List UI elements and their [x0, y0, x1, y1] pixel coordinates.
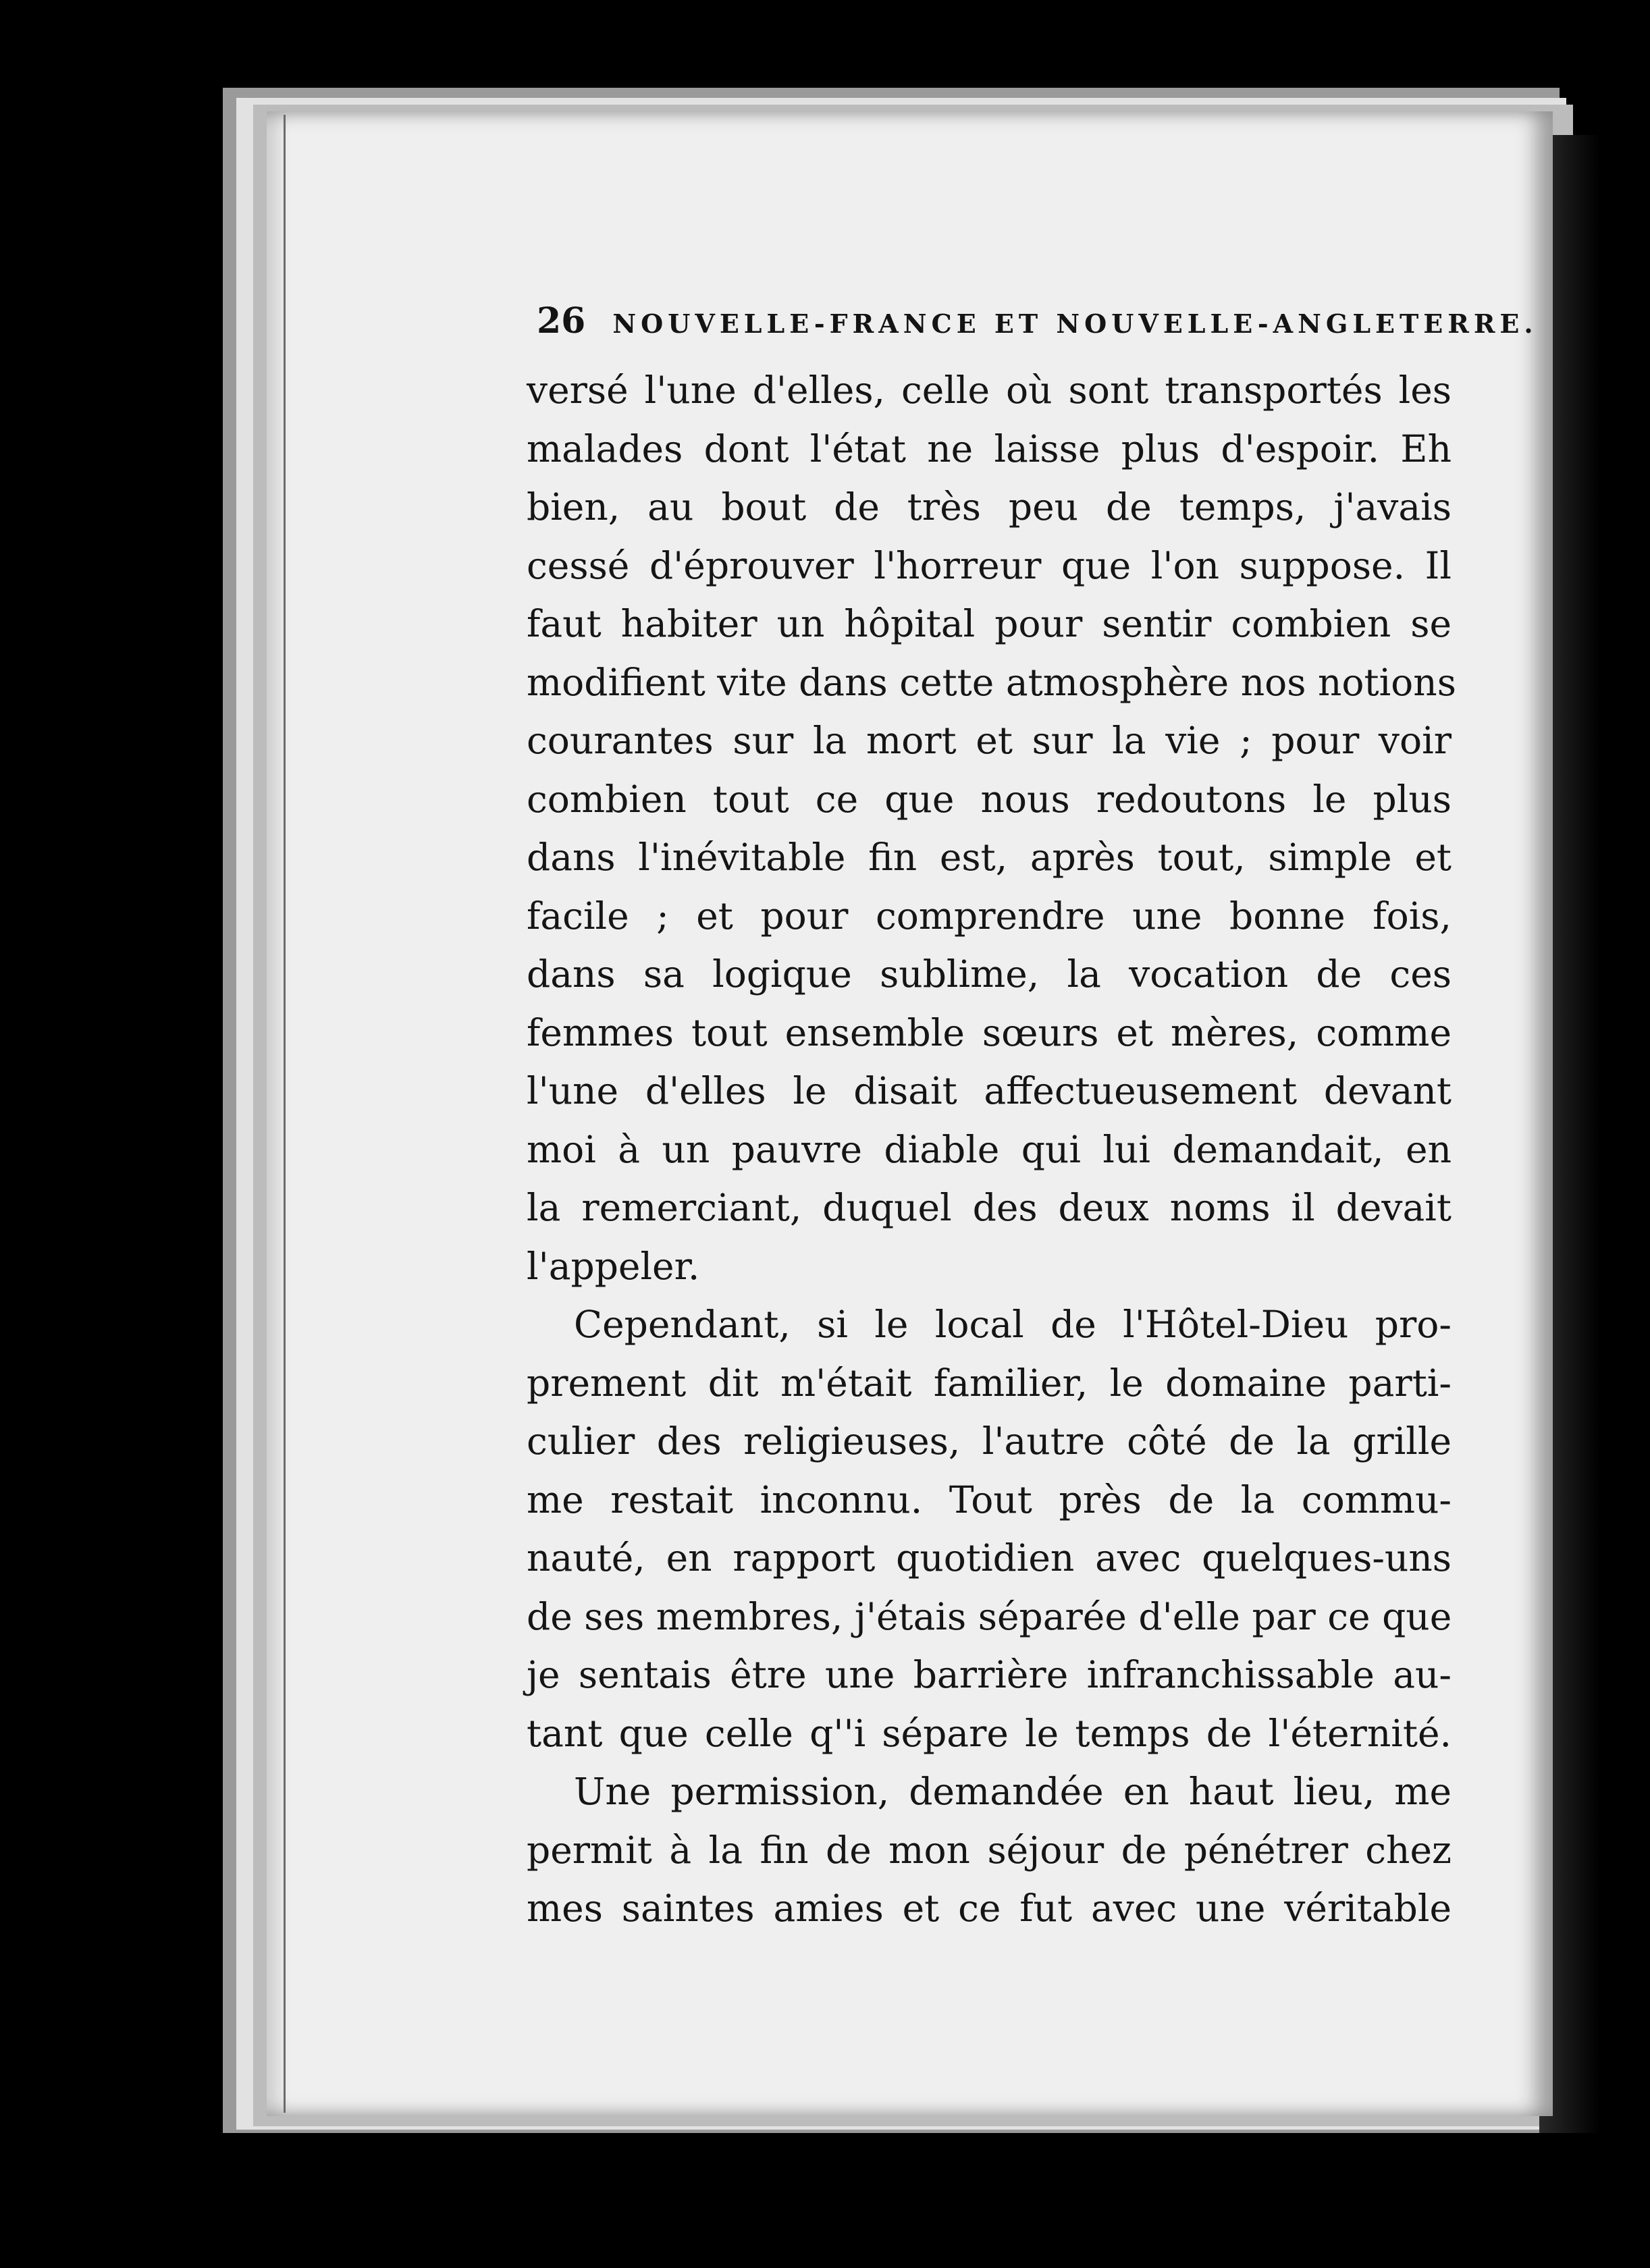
- text-line: faut habiter un hôpital pour sentir combien se: [527, 602, 1452, 645]
- text-line: Cependant, si le local de l'Hôtel-Dieu pro-: [574, 1303, 1452, 1346]
- page-number: 26: [537, 300, 586, 342]
- text-line: dans l'inévitable fin est, après tout, simple et: [527, 836, 1452, 879]
- text-line: culier des religieuses, l'autre côté de la grille: [527, 1420, 1452, 1463]
- text-line: prement dit m'était familier, le domaine parti-: [527, 1361, 1452, 1405]
- text-line: facile ; et pour comprendre une bonne fois,: [527, 894, 1452, 938]
- text-line: modifient vite dans cette atmosphère nos notions: [527, 660, 1456, 704]
- text-line: je sentais être une barrière infranchissable au-: [527, 1653, 1452, 1696]
- text-line: moi à un pauvre diable qui lui demandait, en: [527, 1127, 1452, 1171]
- text-line: bien, au bout de très peu de temps, j'avais: [527, 485, 1452, 529]
- body-text: [527, 361, 1456, 1938]
- text-line: combien tout ce que nous redoutons le plus: [527, 777, 1452, 821]
- text-line: femmes tout ensemble sœurs et mères, comme: [527, 1010, 1452, 1054]
- text-line: la remerciant, duquel des deux noms il devait: [527, 1186, 1452, 1229]
- text-line: dans sa logique sublime, la vocation de ces: [527, 952, 1452, 996]
- text-line: tant que celle q''i sépare le temps de l'éternité.: [527, 1711, 1452, 1755]
- text-line: malades dont l'état ne laisse plus d'espoir. Eh: [527, 427, 1452, 470]
- text-line: me restait inconnu. Tout près de la commu-: [527, 1478, 1452, 1521]
- text-line: permit à la fin de mon séjour de pénétrer chez: [527, 1828, 1452, 1872]
- text-line: courantes sur la mort et sur la vie ; pour voir: [527, 719, 1452, 762]
- text-line: l'une d'elles le disait affectueusement devant: [527, 1069, 1452, 1112]
- text-line: Une permission, demandée en haut lieu, me: [574, 1770, 1452, 1813]
- running-header: [537, 300, 1538, 348]
- text-line: de ses membres, j'étais séparée d'elle par ce que: [527, 1594, 1452, 1638]
- text-line: versé l'une d'elles, celle où sont transportés les: [527, 369, 1452, 412]
- page-margin-rule: [284, 115, 286, 2113]
- text-line: l'appeler.: [527, 1244, 700, 1288]
- text-line: nauté, en rapport quotidien avec quelques-uns: [527, 1536, 1452, 1580]
- text-line: mes saintes amies et ce fut avec une véritable: [527, 1887, 1452, 1930]
- text-line: cessé d'éprouver l'horreur que l'on suppose. Il: [527, 543, 1452, 587]
- running-title: NOUVELLE-FRANCE ET NOUVELLE-ANGLETERRE.: [612, 308, 1538, 339]
